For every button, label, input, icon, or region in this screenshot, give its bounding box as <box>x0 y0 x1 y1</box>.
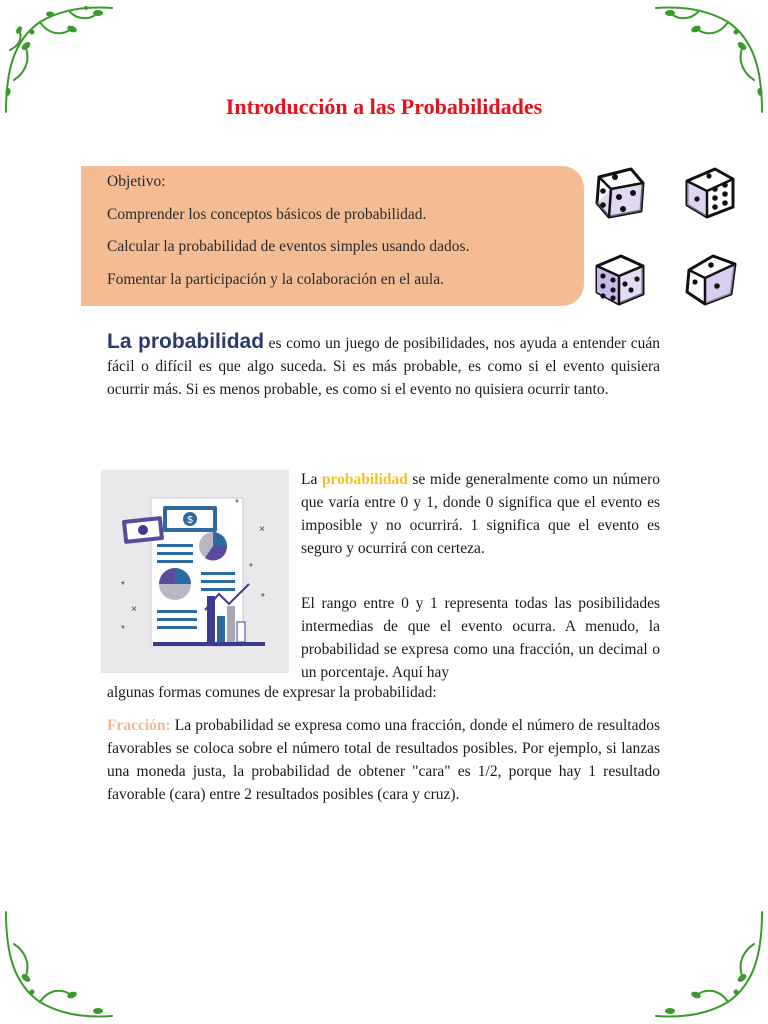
range-paragraph-cont: algunas formas comunes de expresar la probabilidad: <box>107 684 437 701</box>
measure-highlight: probabilidad <box>321 471 408 488</box>
objective-item: Calcular la probabilidad de eventos simples usando dados. <box>107 238 470 255</box>
dice-icon <box>591 163 649 221</box>
dice-icon <box>681 163 739 221</box>
fraction-text: La probabilidad se expresa como una fracción, donde el número de resultados favorables se coloca sobre el número total de resultados posibles. Por ejemplo, si lanzas una moneda justa, la probabilidad de obtener "cara" es 1/2, porque hay 1 resultado favorable (cara) entre 2 resultados posibles (cara y cruz). <box>107 717 660 803</box>
dice-icon <box>681 250 739 308</box>
svg-text:×: × <box>259 524 265 535</box>
svg-text:*: * <box>261 592 265 603</box>
measure-pre: La <box>301 471 322 488</box>
objective-item: Fomentar la participación y la colaboración en el aula. <box>107 270 444 288</box>
objective-heading: Objetivo: <box>107 173 166 190</box>
fraction-label: Fracción: <box>107 717 171 734</box>
finance-report-illustration-icon <box>101 470 289 673</box>
objective-box <box>81 166 584 306</box>
svg-text:*: * <box>121 580 125 591</box>
svg-text:*: * <box>235 498 239 509</box>
measure-paragraph <box>301 468 660 560</box>
intro-text: es como un juego de posibilidades, nos ayuda a entender cuán fácil o difícil es que algo suceda. Si es más probable, es como si el evento quisiera ocurrir más. Si es menos probable, es como si el evento no quisiera ocurrir tanto. <box>107 335 661 398</box>
intro-paragraph <box>107 330 660 401</box>
intro-lead: La probabilidad <box>107 330 265 353</box>
page-title: Introducción a las Probabilidades <box>225 94 543 119</box>
svg-text:*: * <box>249 562 253 573</box>
objective-item: Comprender los conceptos básicos de probabilidad. <box>107 205 427 223</box>
svg-text:$: $ <box>187 515 193 526</box>
svg-text:*: * <box>121 624 125 635</box>
range-paragraph: El rango entre 0 y 1 representa todas las posibilidades intermedias de que el evento ocurra. A menudo, la probabilidad se expresa como una fracción, un decimal o un porcentaje. Aquí hay <box>301 595 660 681</box>
fraction-paragraph <box>107 714 660 806</box>
svg-text:×: × <box>131 604 137 615</box>
floral-corner-icon <box>648 904 768 1024</box>
dice-icon <box>591 250 649 308</box>
measure-text: se mide generalmente como un número que varía entre 0 y 1, donde 0 significa que el evento es imposible y no ocurrirá. 1 significa que el evento es seguro y ocurrirá con certeza. <box>301 471 660 557</box>
floral-corner-icon <box>0 904 120 1024</box>
